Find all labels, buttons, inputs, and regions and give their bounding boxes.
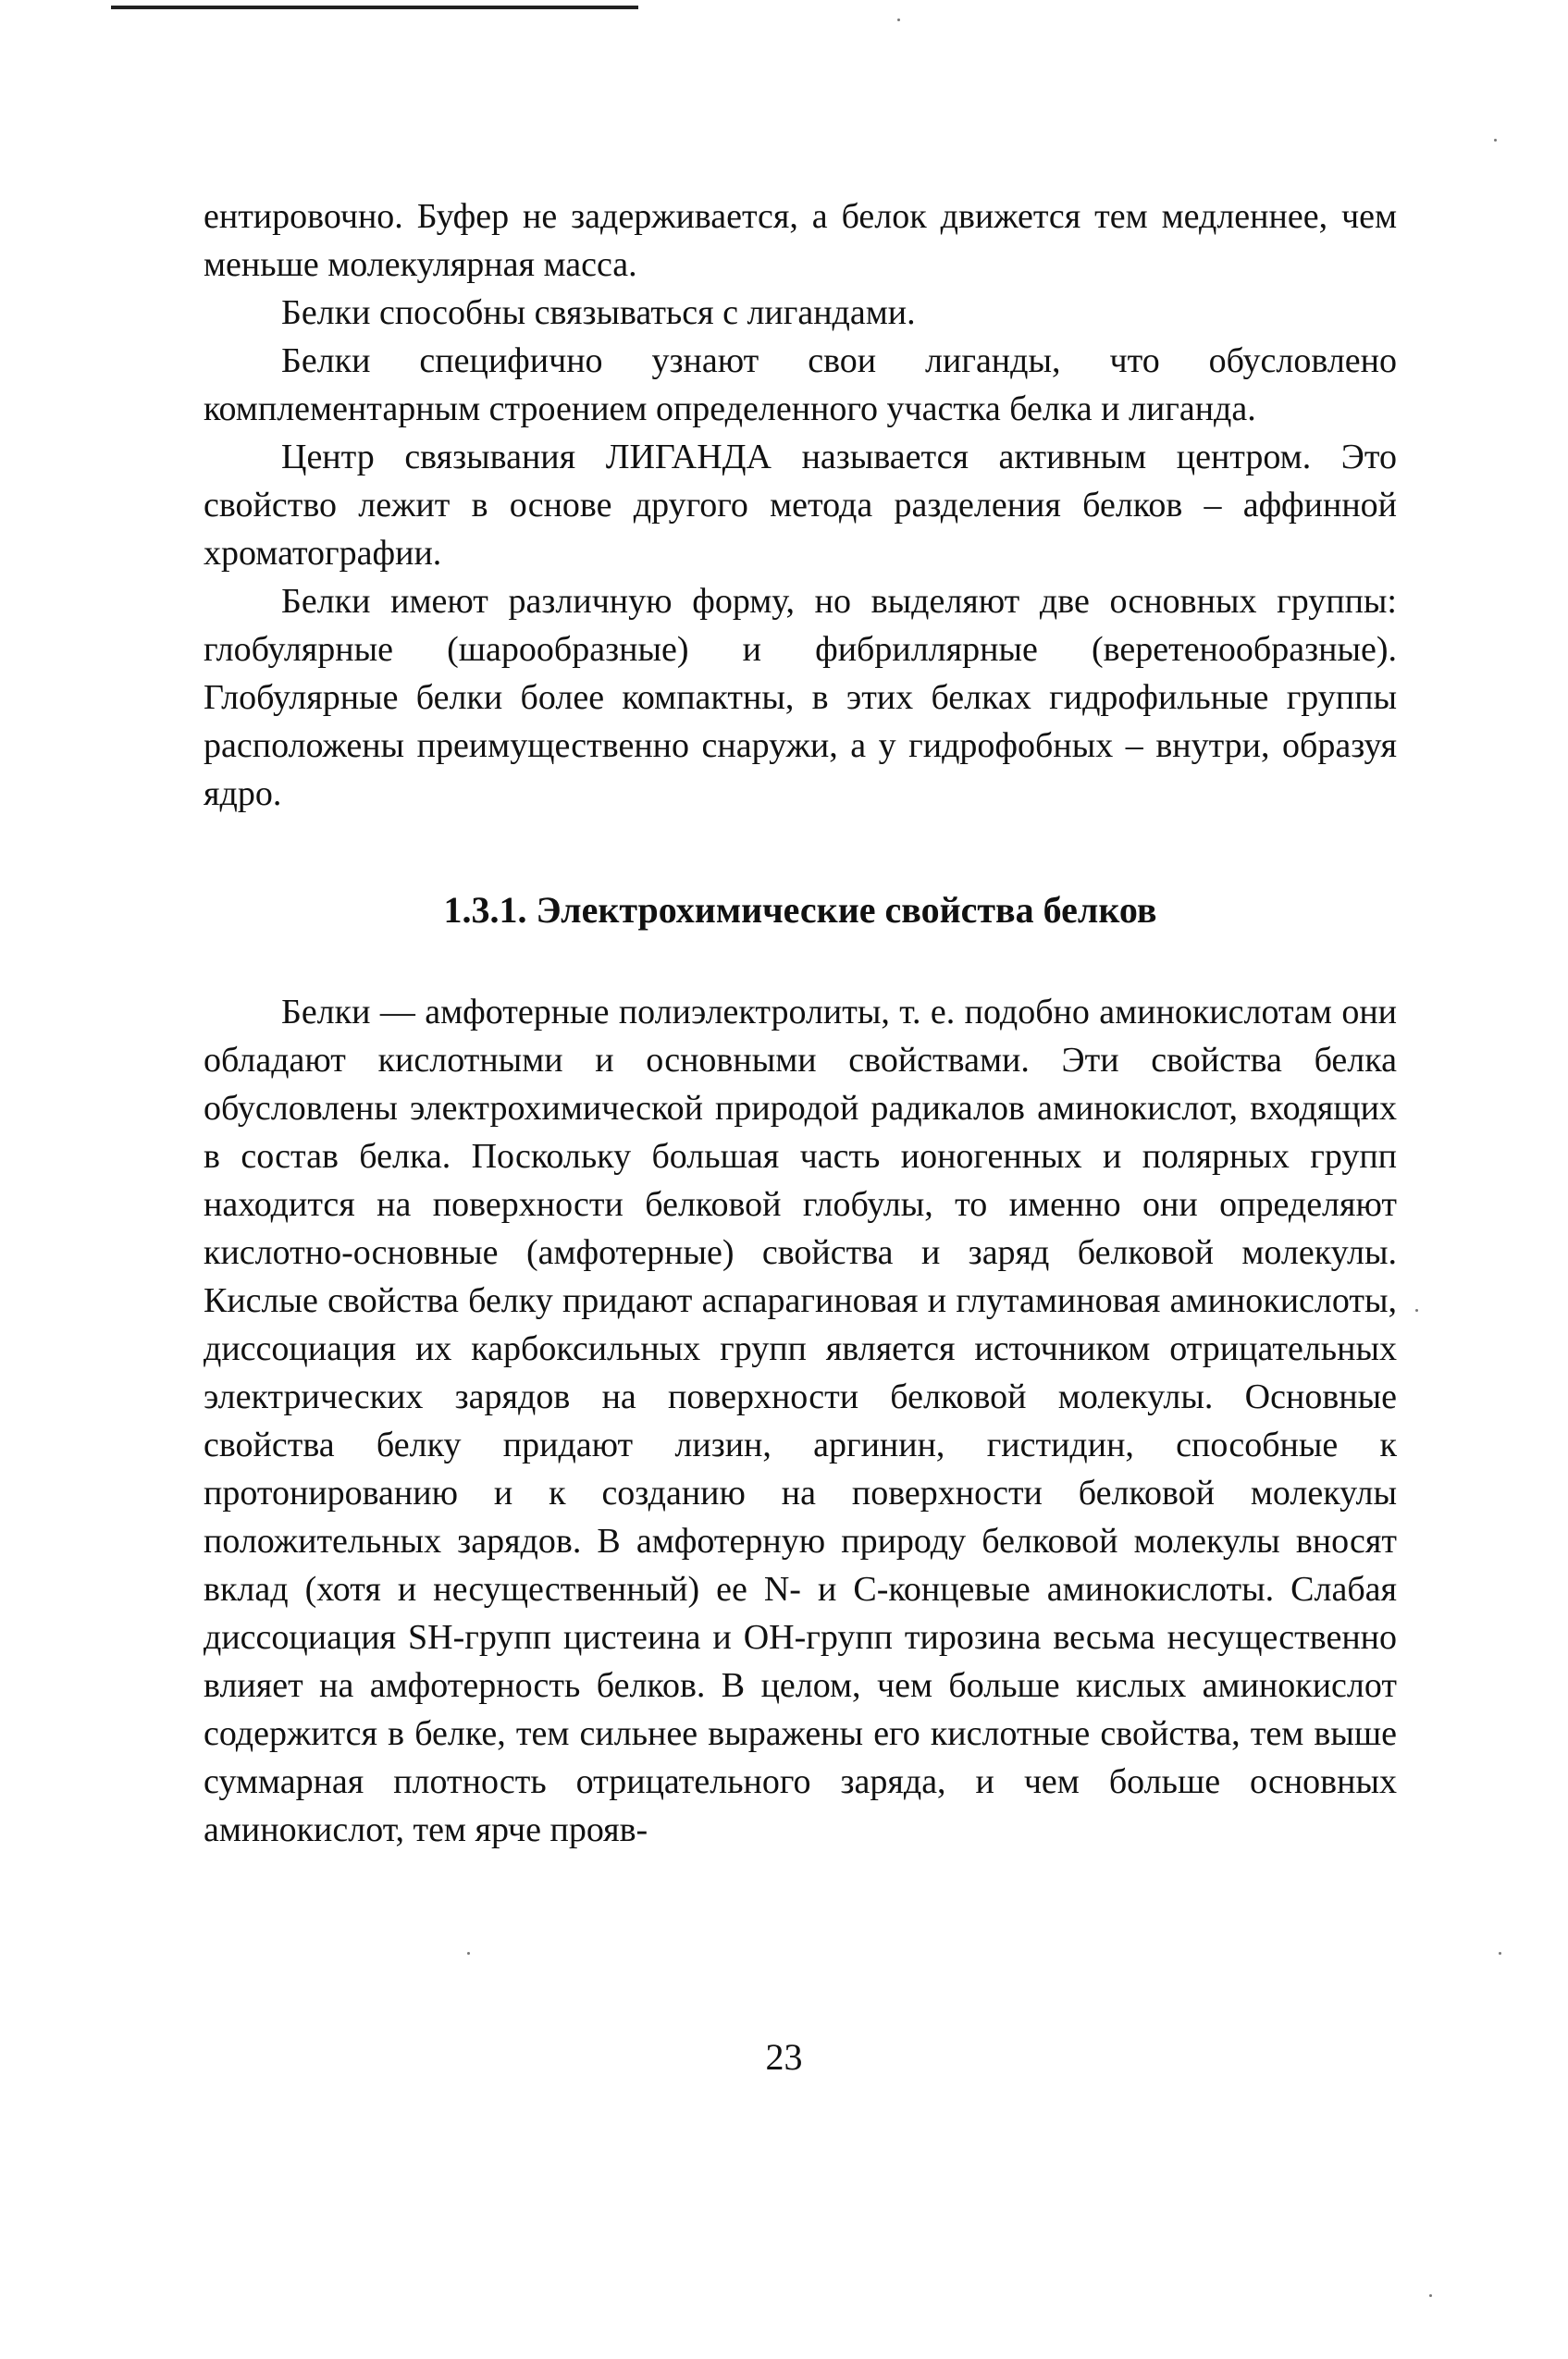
scan-speck (897, 19, 900, 21)
paragraph: Белки имеют различную форму, но выделяют две основных группы: глобулярные (шарообразные) и фибриллярные (веретенообразные). Глобулярные белки более компактны, в этих белках гидрофильные группы расположены преимущественно снаружи, а у гидрофобных – внутри, образуя ядро. (204, 582, 1397, 813)
scan-speck (1499, 1952, 1501, 1955)
body-text-top (204, 192, 1397, 818)
paragraph: Белки способны связываться с лигандами. (281, 293, 916, 332)
body-text-bottom (204, 988, 1397, 1854)
section-heading: 1.3.1. Электрохимические свойства белков (443, 889, 1157, 931)
page-number: 23 (765, 2036, 803, 2078)
scan-speck (1429, 2294, 1432, 2297)
scan-speck (467, 1952, 470, 1955)
paragraph: Белки — амфотерные полиэлектролиты, т. е. подобно аминокислотам они обладают кислотными и основными свойствами. Эти свойства белка обусловлены электрохимической природой радикалов аминокислот, входящих в состав белка. Поскольку большая часть ионогенных и полярных групп находится на поверхности белковой глобулы, то именно они определяют кислотно-основные (амфотерные) свойства и заряд белковой молекулы. Кислые свойства белку придают аспарагиновая и глутаминовая аминокислоты, диссоциация их карбоксильных групп является источником отрицательных электрических зарядов на поверхности белковой молекулы. Основные свойства белку придают лизин, аргинин, гистидин, способные к протонированию и к созданию на поверхности белковой молекулы положительных зарядов. В амфотерную природу белковой молекулы вносят вклад (хотя и несущественный) ее N- и С-концевые аминокислоты. Слабая диссоциация SH-групп цистеина и ОН-групп тирозина весьма несущественно влияет на амфотерность белков. В целом, чем больше кислых аминокислот содержится в белке, тем сильнее выражены его кислотные свойства, тем выше суммарная плотность отрицательного заряда, и чем больше основных аминокислот, тем ярче прояв- (204, 993, 1397, 1849)
paragraph: Центр связывания ЛИГАНДА называется активным центром. Это свойство лежит в основе другого метода разделения белков – аффинной хроматографии. (204, 438, 1397, 573)
scan-speck (1494, 139, 1497, 142)
scan-speck (1415, 1309, 1418, 1312)
top-border-line (111, 6, 638, 9)
paragraph: Белки специфично узнают свои лиганды, что обусловлено комплементарным строением определенного участка белка и лиганда. (204, 341, 1397, 428)
paragraph: ентировочно. Буфер не задерживается, а белок движется тем медленнее, чем меньше молекулярная масса. (204, 197, 1397, 284)
